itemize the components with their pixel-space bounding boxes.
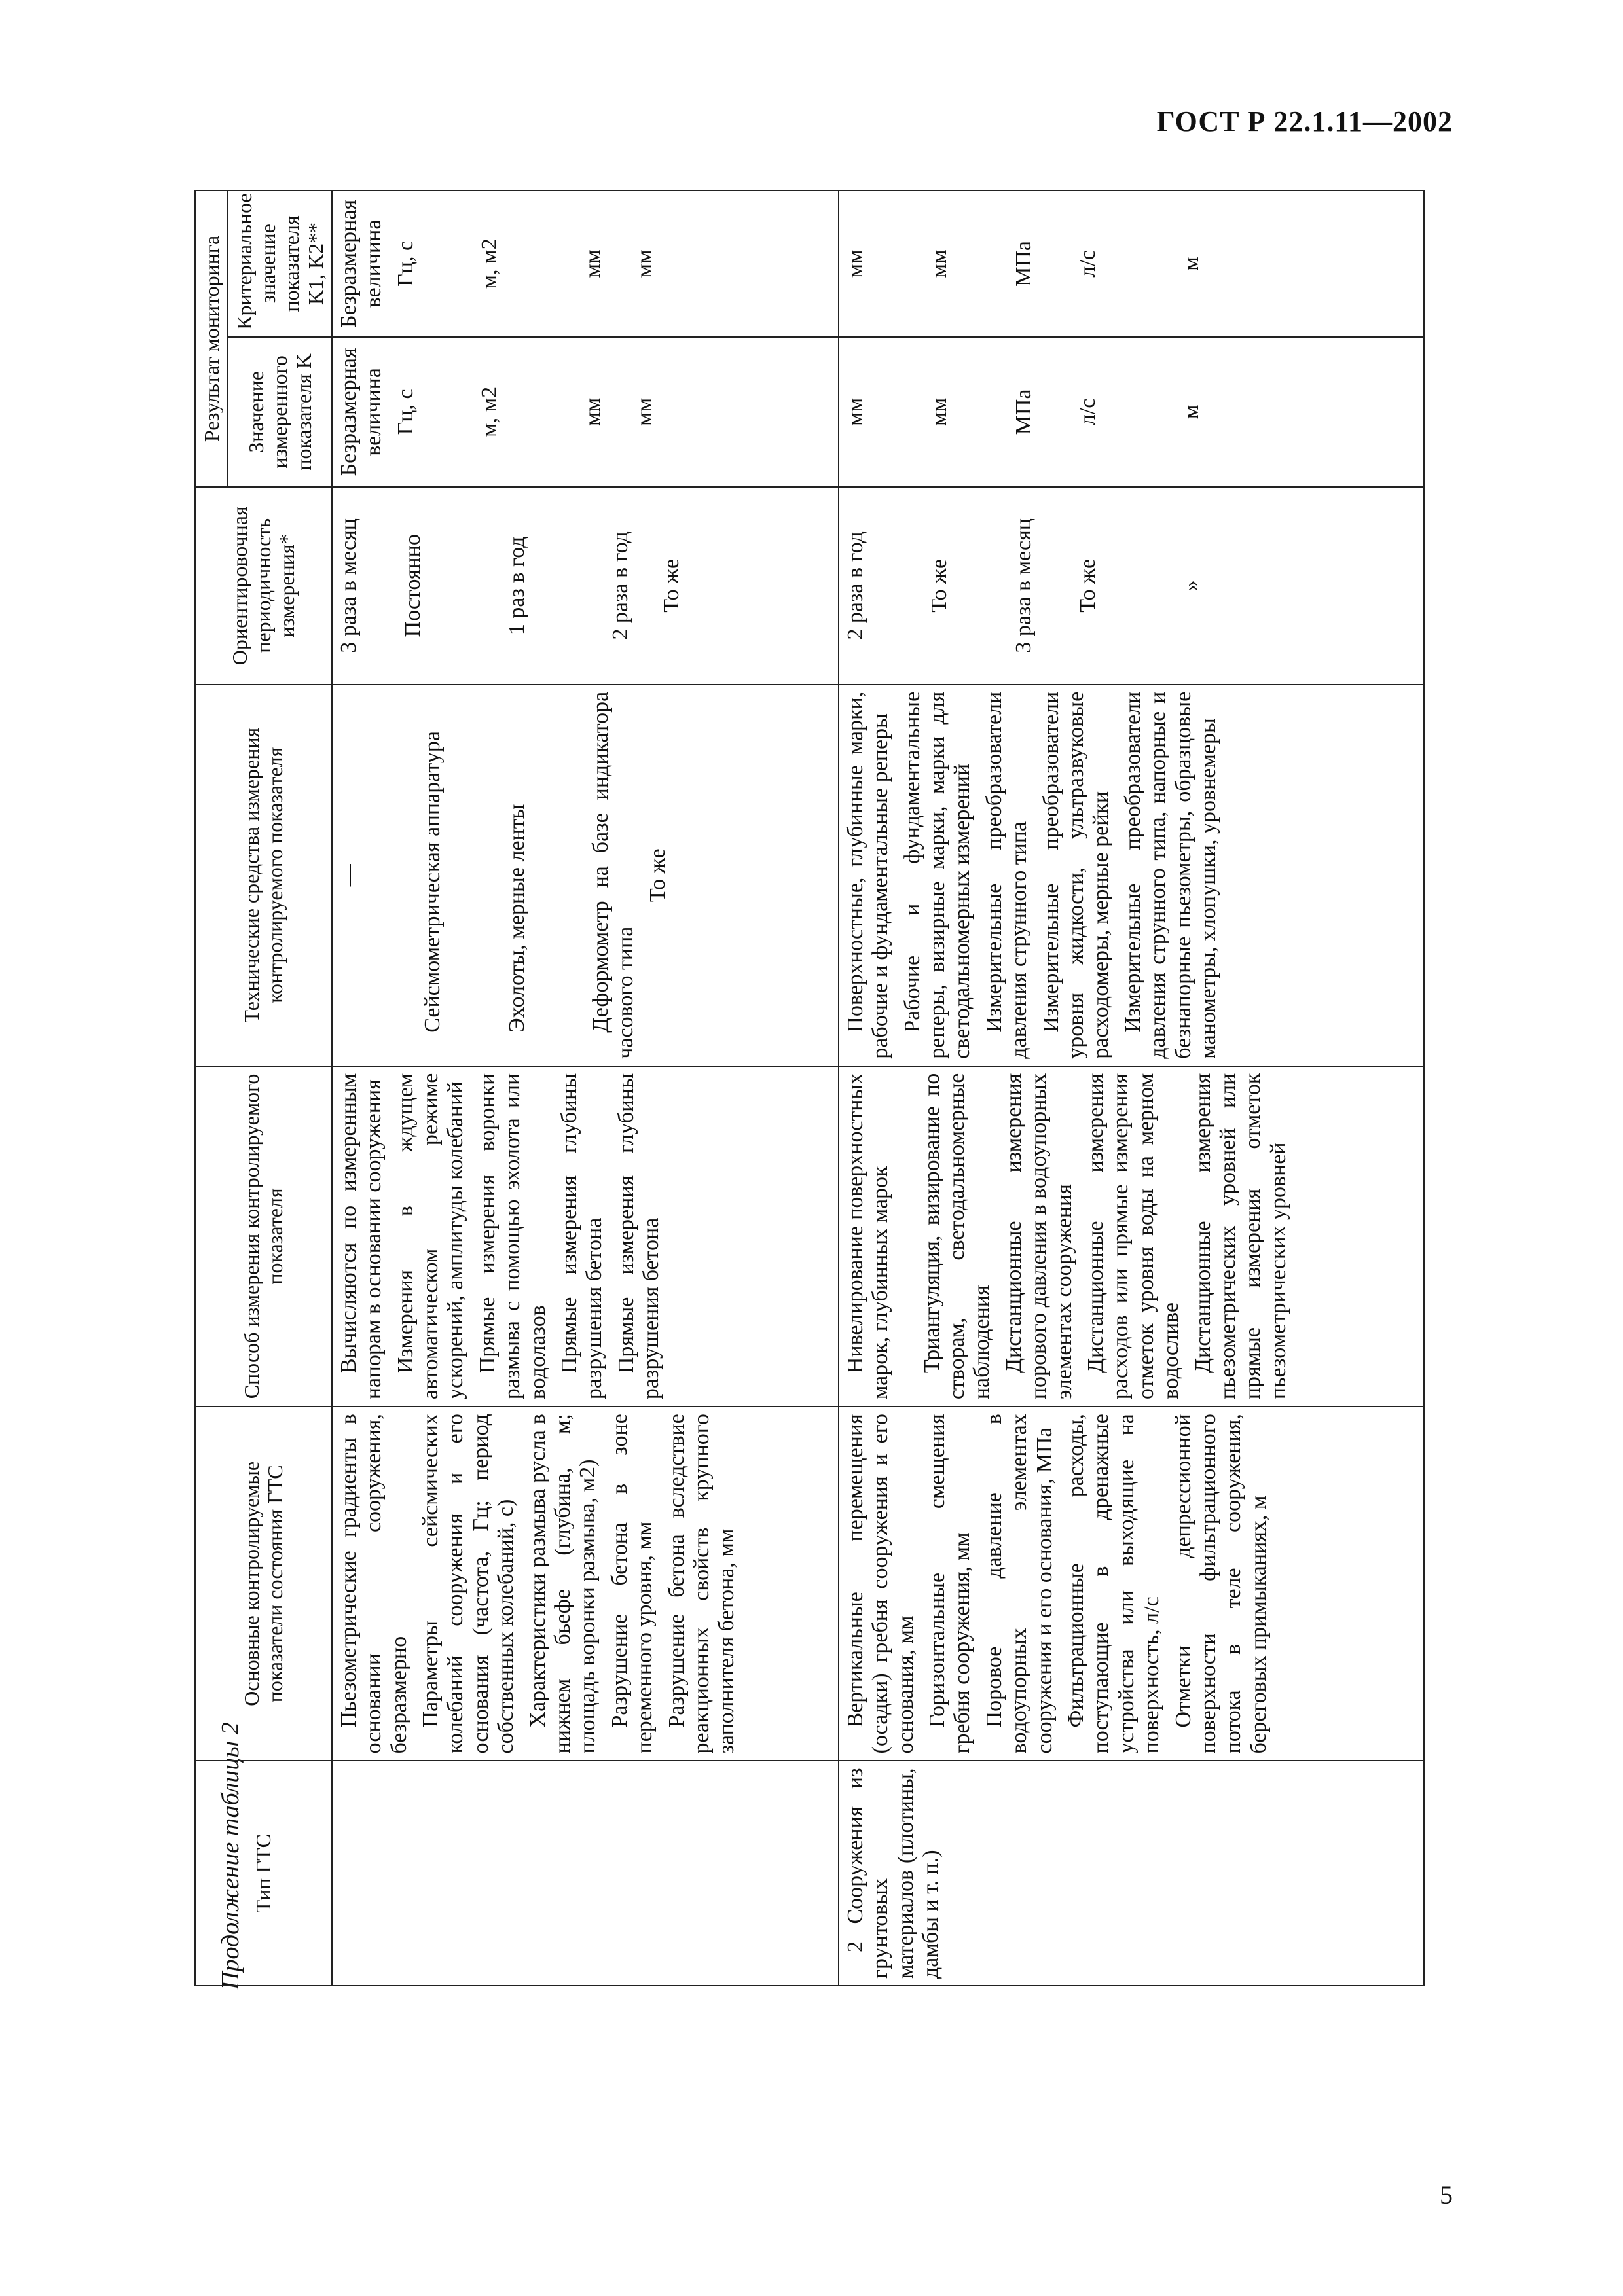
header-period: Ориентировочная периодичность измерения* (195, 487, 332, 685)
criterion-item: Безразмерная величина (336, 199, 386, 328)
criterion-item: л/с (1076, 250, 1100, 278)
table-caption: Продолжение таблицы 2 (217, 1722, 244, 1990)
tool-item: Измерительные преобразователи давления струнного типа, напорные и безнапорные пьезометры, образцовые манометры, хлопушки, уровнемеры (1120, 691, 1221, 1059)
header-type: Тип ГТС (195, 1761, 332, 1986)
value-item: Гц, с (393, 389, 418, 435)
methods-cell (839, 1066, 1424, 1407)
criterion-item: мм (843, 249, 867, 278)
criterion-item: Гц, с (393, 240, 418, 287)
tool-item: Эхолоты, мерные ленты (504, 804, 529, 1033)
methods-cell (332, 1066, 839, 1407)
document-header: ГОСТ Р 22.1.11—2002 (1156, 105, 1453, 137)
indicator-item: Отметки депрессионной поверхности фильтрационного потока в теле сооружения, береговых примыканиях, м (1171, 1414, 1271, 1754)
method-item: Измерения в ждущем автоматическом режиме ускорений, амплитуды колебаний (393, 1073, 468, 1400)
indicator-item: Разрушение бетона в зоне переменного уровня, мм (607, 1414, 657, 1754)
period-cell (839, 487, 1424, 685)
tool-item: Сейсмометрическая аппаратура (420, 731, 445, 1033)
tool-item: Измерительные преобразователи уровня жидкости, ультразвуковые расходомеры, мерные рейки (1038, 691, 1114, 1059)
value-cell (332, 337, 839, 487)
period-item: То же (659, 558, 684, 613)
tool-item: То же (645, 848, 670, 903)
value-item: м (1179, 404, 1204, 420)
period-item: 1 раз в год (504, 536, 529, 636)
indicators-cell (332, 1407, 839, 1761)
indicator-item: Пьезометрические градиенты в основании сооружения, безразмерно (336, 1414, 411, 1754)
indicator-item: Горизонтальные смещения гребня сооружения, мм (925, 1414, 975, 1754)
indicator-item: Фильтрационные расходы, поступающие в дренажные устройства или выходящие на поверхность, л/с (1064, 1414, 1164, 1754)
criterion-item: м (1179, 257, 1204, 271)
indicator-item: Параметры сейсмических колебаний сооружения и его основания (частота, Гц; период собственных колебаний, с) (418, 1414, 519, 1754)
value-item: л/с (1076, 398, 1100, 426)
method-item: Дистанционные измерения порового давления в водоупорных элементах сооружения (1001, 1073, 1076, 1400)
value-item: мм (581, 397, 606, 426)
method-item: Дистанционные измерения пьезометрических уровней или прямые измерения отметок пьезометрических уровней (1190, 1073, 1290, 1400)
table-row (332, 190, 839, 1986)
value-item: мм (843, 397, 867, 426)
type-cell (332, 1761, 839, 1986)
criterion-item: мм (632, 249, 657, 278)
criterion-item: мм (927, 249, 952, 278)
indicator-item: Вертикальные перемещения (осадки) гребня сооружения и его основания, мм (843, 1414, 918, 1754)
indicator-item: Поровое давление в водоупорных элементах сооружения и его основания, МПа (981, 1414, 1057, 1754)
tools-cell (332, 685, 839, 1066)
period-item: То же (1076, 558, 1100, 613)
indicator-item: Характеристики размыва русла в нижнем бьефе (глубина, м; площадь воронки размыва, м2) (525, 1414, 600, 1754)
period-item: То же (927, 558, 952, 613)
rotated-table-container (194, 190, 1451, 1986)
period-item: Постоянно (401, 534, 426, 637)
header-tools: Технические средства измерения контролируемого показателя (195, 685, 332, 1066)
period-item: 2 раза в год (608, 531, 632, 640)
type-text: 2 Сооружения из грунтовых материалов (плотины, дамбы и т. п.) (843, 1768, 943, 1979)
indicators-cell (839, 1407, 1424, 1761)
method-item: Вычисляются по измеренным напорам в основании сооружения (336, 1073, 386, 1400)
tool-item: Рабочие и фундаментальные реперы, визирные марки, марки для светодальномерных измерений (900, 691, 975, 1059)
type-cell (839, 1761, 1424, 1986)
period-item: 3 раза в месяц (1011, 518, 1036, 653)
value-item: мм (632, 397, 657, 426)
method-item: Дистанционные измерения расходов или прямые измерения отметок уровня воды на мерном водосливе (1084, 1073, 1184, 1400)
criterion-cell (839, 190, 1424, 337)
header-indicators: Основные контролируемые показатели состояния ГТС (195, 1407, 332, 1761)
period-item: 3 раза в месяц (336, 518, 361, 653)
period-cell (332, 487, 839, 685)
period-item: 2 раза в год (843, 531, 867, 640)
value-item: Безразмерная величина (336, 348, 386, 476)
tool-item: Деформометр на базе индикатора часового типа (589, 691, 638, 1059)
period-item: » (1179, 580, 1204, 592)
monitoring-table (194, 190, 1425, 1986)
method-item: Прямые измерения воронки размыва с помощью эхолота или водолазов (475, 1073, 550, 1400)
tool-item: Поверхностные, глубинные марки, рабочие и фундаментальные реперы (843, 691, 893, 1059)
header-result: Результат мониторинга (195, 190, 228, 487)
tools-cell (839, 685, 1424, 1066)
method-item: Прямые измерения глубины разрушения бетона (557, 1073, 607, 1400)
method-item: Триангуляция, визирование по створам, светодальномерные наблюдения (919, 1073, 994, 1400)
criterion-item: мм (581, 249, 606, 278)
page-number: 5 (1440, 2180, 1453, 2210)
indicator-item: Разрушение бетона вследствие реакционных свойств крупного заполнителя бетона, мм (664, 1414, 739, 1754)
value-cell (839, 337, 1424, 487)
header-method: Способ измерения контролируемого показателя (195, 1066, 332, 1407)
tool-item: Измерительные преобразователи давления струнного типа (981, 691, 1032, 1059)
value-item: МПа (1011, 389, 1036, 435)
header-criterion: Критериальное значение показателя K1, K2** (228, 190, 332, 337)
criterion-cell (332, 190, 839, 337)
header-value: Значение измеренного показателя K (228, 337, 332, 487)
criterion-item: м, м2 (477, 238, 501, 289)
value-item: мм (927, 397, 952, 426)
value-item: м, м2 (477, 386, 501, 437)
tool-item: — (336, 864, 361, 887)
method-item: Прямые измерения глубины разрушения бетона (613, 1073, 664, 1400)
criterion-item: МПа (1011, 240, 1036, 287)
table-row (839, 190, 1424, 1986)
method-item: Нивелирование поверхностных марок, глубинных марок (843, 1073, 893, 1400)
